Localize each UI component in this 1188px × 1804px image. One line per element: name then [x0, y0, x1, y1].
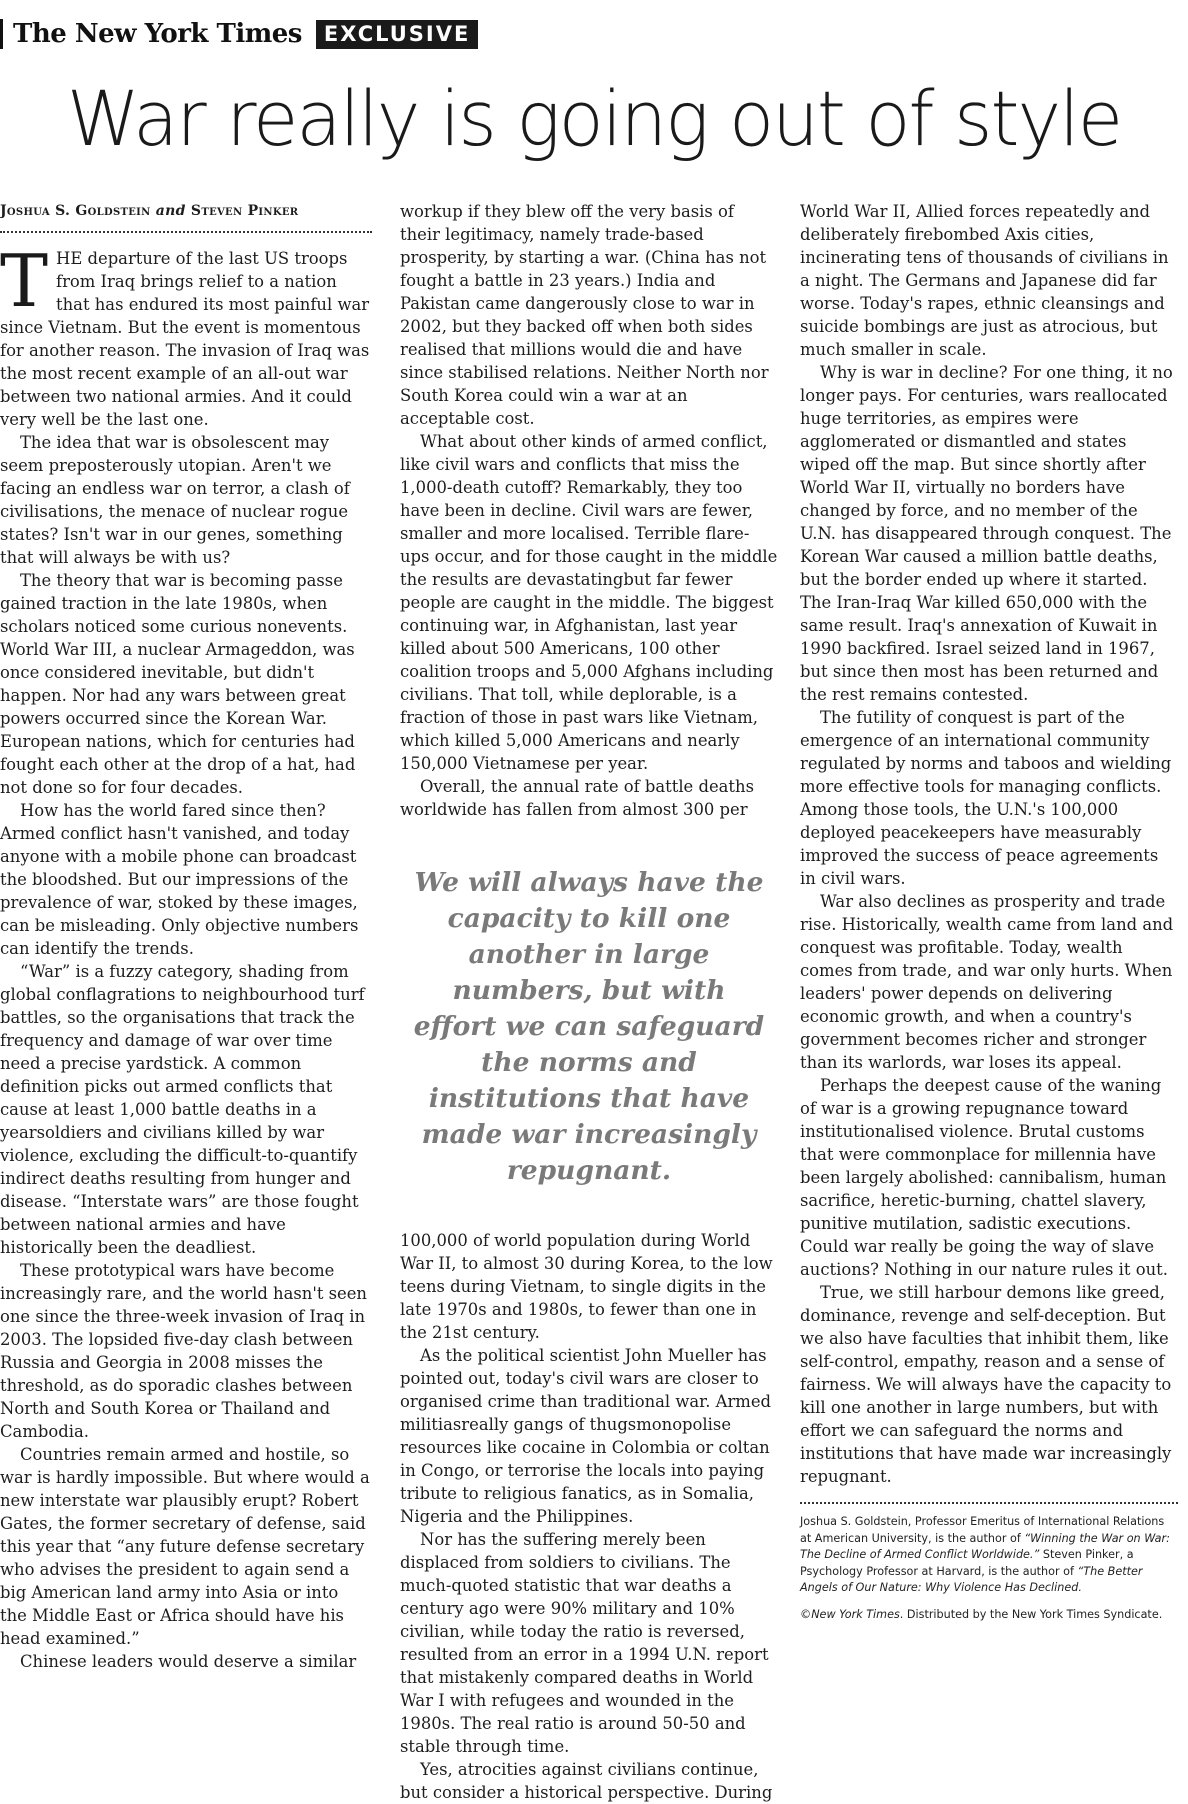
paragraph: Countries remain armed and hostile, so war is hardly impossible. But where would a new interstate war plausibly erupt? Robert Gates, the former secretary of defense, said this year that “any future defense secretary who advises the president to again send a big American land army into Asia or into the Middle East or Africa should have his head examined.” — [0, 1445, 370, 1648]
paragraph: The idea that war is obsolescent may seem preposterously utopian. Aren't we facing an endless war on terror, a clash of civilisations, the menace of nuclear rogue states? Isn't war in our genes, something that will always be with us? — [0, 433, 350, 567]
paragraph: Yes, atrocities against civilians continue, but consider a historical perspective. During — [400, 1760, 773, 1802]
masthead — [0, 14, 478, 54]
paragraph: Why is war in decline? For one thing, it no longer pays. For centuries, wars reallocated huge territories, as empires were agglomerated or dismantled and states wiped off the map. But since shortly after World War II, virtually no borders have changed by force, and no member of the U.N. has disappeared through conquest. The Korean War caused a million battle deaths, but the border ended up where it started. The Iran-Iraq War killed 650,000 with the same result. Iraq's annexation of Kuwait in 1990 backfired. Israel seized land in 1967, but since then most has been returned and the rest remains contested. — [800, 363, 1173, 704]
paragraph: The futility of conquest is part of the emergence of an international community regulated by norms and taboos and wielding more effective tools for managing conflicts. Among those tools, the U.N.'s 100,000 deployed peacekeepers have measurably improved the success of peace agreements in civil wars. — [800, 708, 1172, 888]
paragraph: workup if they blew off the very basis of their legitimacy, namely trade-based prosperity, by starting a war. (China has not fought a battle in 23 years.) India and Pakistan came dangerously close to war in 2002, but they backed off when both sides realised that millions would die and have since stabilised relations. Neither North nor South Korea could win a war at an acceptable cost. — [400, 202, 769, 428]
column-1 — [0, 200, 370, 1673]
bio-goldstein-book: “Winning the War on War: The Decline of Armed Conflict Worldwide.” — [800, 1531, 1170, 1561]
masthead-rule — [0, 19, 3, 49]
pull-quote: We will always have the capacity to kill one another in large numbers, but with effort we can safeguard the norms and institutions that have made war increasingly repugnant. — [413, 867, 765, 1186]
paragraph: 100,000 of world population during World War II, to almost 30 during Korea, to the low teens during Vietnam, to single digits in the late 1970s and 1980s, to fewer than one in the 21st century. — [400, 1231, 773, 1342]
bio-goldstein: Joshua S. Goldstein, Professor Emeritus of International Relations at American University, is the author of — [800, 1515, 1165, 1545]
paragraph: Chinese leaders would deserve a similar — [20, 1652, 357, 1671]
paragraph: Overall, the annual rate of battle deaths worldwide has fallen from almost 300 per — [400, 777, 754, 819]
paragraph — [0, 239, 370, 431]
column-2 — [400, 200, 778, 1804]
paper-name: The New York Times — [13, 19, 302, 49]
paragraph: How has the world fared since then? Armed conflict hasn't vanished, and today anyone with a mobile phone can broadcast the bloodshed. But our impressions of the prevalence of war, stoked by these images, can be misleading. Only objective numbers can identify the trends. — [0, 801, 359, 958]
bio-pinker: Steven Pinker, a Psychology Professor at Harvard, is the author of — [800, 1548, 1134, 1578]
paragraph-text: HE departure of the last US troops from Iraq brings relief to a nation that has endured its most painful war since Vietnam. But the event is momentous for another reason. The invasion of Iraq was the most recent example of an all-out war between two national armies. And it could very well be the last one. — [0, 249, 370, 429]
drop-cap: T — [0, 239, 49, 323]
author-bio — [800, 1514, 1178, 1623]
exclusive-badge: EXCLUSIVE — [316, 20, 478, 49]
author-1: Joshua S. Goldstein — [0, 203, 151, 219]
paragraph: As the political scientist John Mueller has pointed out, today's civil wars are closer to organised crime than traditional war. Armed militiasreally gangs of thugsmonopolise resources like cocaine in Colombia or coltan in Congo, or terrorise the locals into paying tribute to religious fanatics, as in Somalia, Nigeria and the Philippines. — [400, 1346, 772, 1526]
author-2: Steven Pinker — [190, 203, 299, 219]
headline: War really is going out of style — [66, 74, 1122, 163]
divider — [800, 1502, 1178, 1504]
paragraph: True, we still harbour demons like greed, dominance, revenge and self-deception. But we also have faculties that inhibit them, like self-control, empathy, reason and a sense of fairness. We will always have the capacity to kill one another in large numbers, but with effort we can safeguard the norms and institutions that have made war increasingly repugnant. — [800, 1283, 1172, 1486]
copyright-text: . Distributed by the New York Times Syndicate. — [899, 1607, 1163, 1621]
paragraph: Nor has the suffering merely been displaced from soldiers to civilians. The much-quoted statistic that war deaths a century ago were 90% military and 10% civilian, while today the ratio is reversed, resulted from an error in a 1994 U.N. report that mistakenly compared deaths in World War I with refugees and wounded in the 1980s. The real ratio is around 50-50 and stable through time. — [400, 1530, 769, 1756]
paragraph: These prototypical wars have become increasingly rare, and the world hasn't seen one since the three-week invasion of Iraq in 2003. The lopsided five-day clash between Russia and Georgia in 2008 misses the threshold, as do sporadic clashes between North and South Korea or Thailand and Cambodia. — [0, 1261, 367, 1441]
paragraph: Perhaps the deepest cause of the waning of war is a growing repugnance toward institutionalised violence. Brutal customs that were commonplace for millennia have been largely abolished: cannibalism, human sacrifice, heretic-burning, chattel slavery, punitive mutilation, sadistic executions. Could war really be going the way of slave auctions? Nothing in our nature rules it out. — [800, 1076, 1168, 1279]
byline-conjunction: and — [155, 203, 186, 219]
paragraph: “War” is a fuzzy category, shading from global conflagrations to neighbourhood turf battles, so the organisations that track the frequency and damage of war over time need a precise yardstick. A common definition picks out armed conflicts that cause at least 1,000 battle deaths in a yearsoldiers and civilians killed by war violence, excluding the difficult-to-quantify indirect deaths resulting from hunger and disease. “Interstate wars” are those fought between national armies and have historically been the deadliest. — [0, 962, 365, 1257]
column-3 — [800, 200, 1178, 1623]
paragraph: The theory that war is becoming passe gained traction in the late 1980s, when scholars noticed some curious nonevents. World War III, a nuclear Armageddon, was once considered inevitable, but didn't happen. Nor had any wars between great powers occurred since the Korean War. European nations, which for centuries had fought each other at the drop of a hat, had not done so for four decades. — [0, 571, 356, 797]
paragraph: World War II, Allied forces repeatedly and deliberately firebombed Axis cities, incinerating tens of thousands of civilians in a night. The Germans and Japanese did far worse. Today's rapes, ethnic cleansings and suicide bombings are just as atrocious, but much smaller in scale. — [800, 202, 1169, 359]
byline — [0, 200, 372, 233]
paragraph: What about other kinds of armed conflict, like civil wars and conflicts that miss the 1,000-death cutoff? Remarkably, they too have been in decline. Civil wars are fewer, smaller and more localised. Terrible flare-ups occur, and for those caught in the middle the results are devastatingbut far fewer people are caught in the middle. The biggest continuing war, in Afghanistan, last year killed about 500 Americans, 100 other coalition troops and 5,000 Afghans including civilians. That toll, while deplorable, is a fraction of those in past wars like Vietnam, which killed 5,000 Americans and nearly 150,000 Vietnamese per year. — [400, 432, 778, 773]
copyright-source: New York Times — [811, 1607, 900, 1621]
bio-pinker-book: “The Better Angels of Our Nature: Why Violence Has Declined — [800, 1564, 1143, 1594]
paragraph: War also declines as prosperity and trade rise. Historically, wealth came from land and conquest was profitable. Today, wealth comes from trade, and war only hurts. When leaders' power depends on delivering economic growth, and when a country's government becomes richer and stronger than its warlords, war loses its appeal. — [800, 892, 1174, 1072]
copyright-symbol: © — [800, 1607, 812, 1621]
bio-pinker-end: . — [1078, 1581, 1082, 1594]
